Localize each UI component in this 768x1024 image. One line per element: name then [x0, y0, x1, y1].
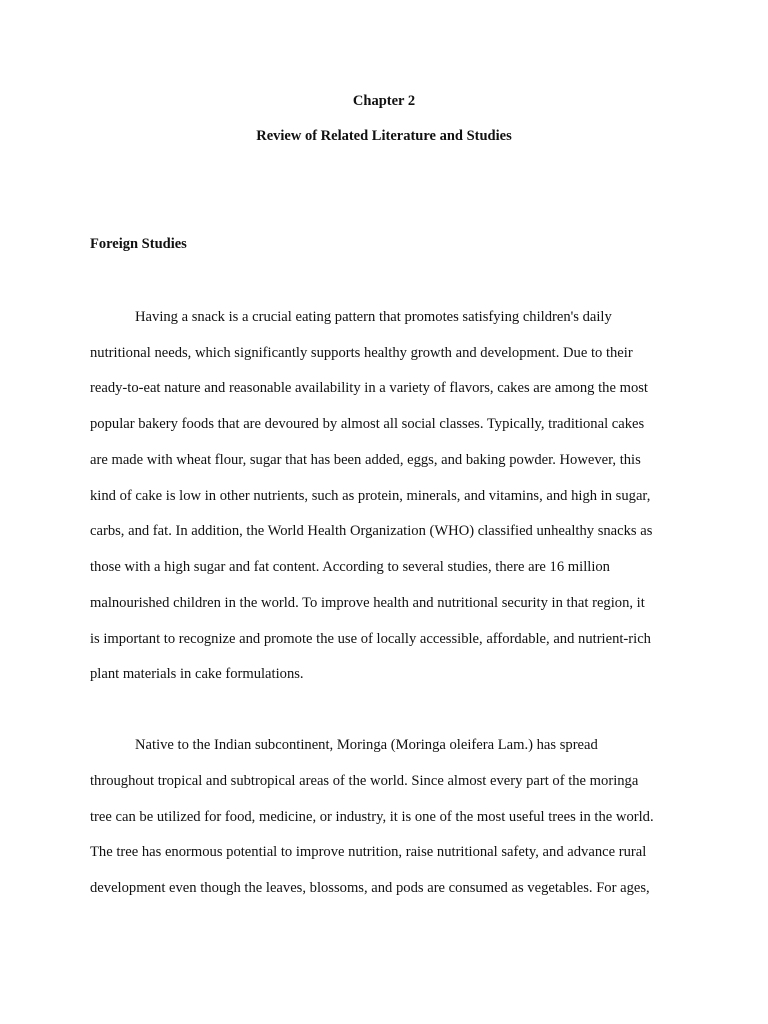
- paragraph-line: development even though the leaves, blossoms, and pods are consumed as vegetables. For ages,: [90, 880, 650, 896]
- paragraph-line: Having a snack is a crucial eating pattern that promotes satisfying children's daily: [135, 309, 612, 325]
- paragraph-line: plant materials in cake formulations.: [90, 666, 304, 682]
- paragraph-line: ready-to-eat nature and reasonable availability in a variety of flavors, cakes are among the most: [90, 380, 648, 396]
- paragraph-line: nutritional needs, which significantly supports healthy growth and development. Due to their: [90, 345, 633, 361]
- paragraph-line: kind of cake is low in other nutrients, such as protein, minerals, and vitamins, and high in sugar,: [90, 488, 651, 504]
- paragraph-line: Native to the Indian subcontinent, Moringa (Moringa oleifera Lam.) has spread: [135, 737, 598, 753]
- paragraph-line: is important to recognize and promote the use of locally accessible, affordable, and nutrient-rich: [90, 631, 651, 647]
- chapter-number: Chapter 2: [352, 93, 416, 109]
- paragraph-line: malnourished children in the world. To improve health and nutritional security in that region, it: [90, 595, 645, 611]
- paragraph-line: popular bakery foods that are devoured by almost all social classes. Typically, traditional cakes: [90, 416, 645, 432]
- paragraph-line: those with a high sugar and fat content. According to several studies, there are 16 million: [90, 559, 610, 575]
- paragraph-line: carbs, and fat. In addition, the World Health Organization (WHO) classified unhealthy snacks as: [90, 523, 653, 539]
- chapter-title: Review of Related Literature and Studies: [256, 128, 512, 144]
- paragraph-line: are made with wheat flour, sugar that has been added, eggs, and baking powder. However, this: [90, 452, 641, 468]
- paragraph-line: tree can be utilized for food, medicine, or industry, it is one of the most useful trees in the world.: [90, 809, 654, 825]
- paragraph-line: throughout tropical and subtropical areas of the world. Since almost every part of the moringa: [90, 773, 639, 789]
- paragraph-line: The tree has enormous potential to improve nutrition, raise nutritional safety, and advance rural: [90, 844, 647, 860]
- section-heading: Foreign Studies: [90, 236, 187, 252]
